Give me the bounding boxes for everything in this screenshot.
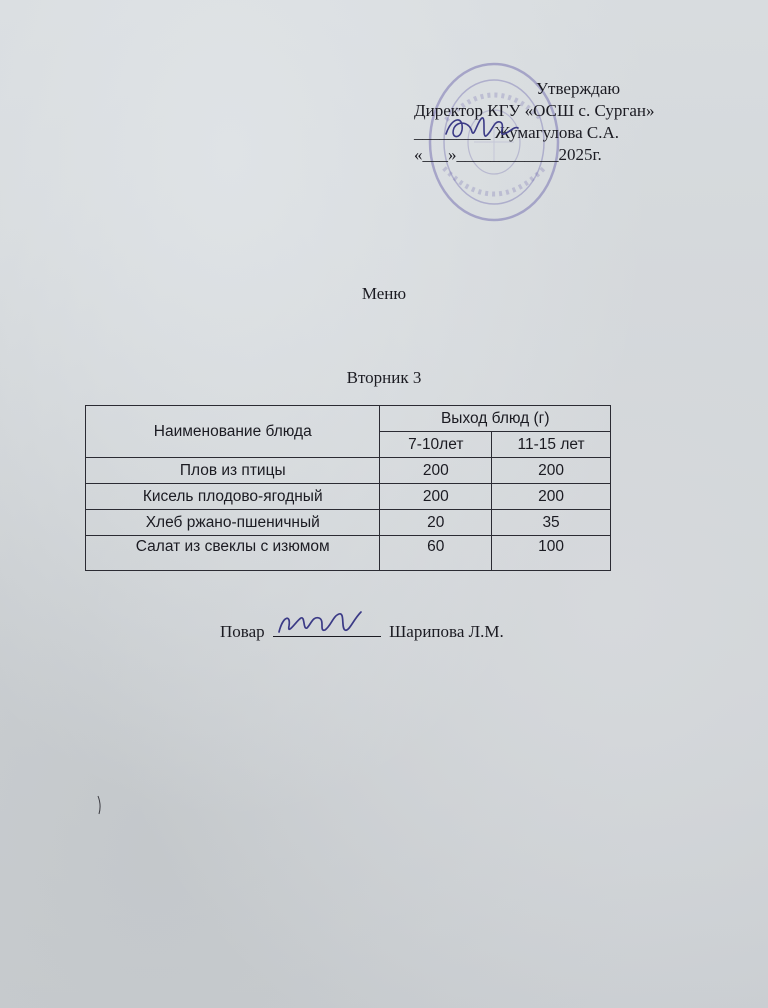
- document-title: Меню: [361, 284, 407, 303]
- approval-block: [414, 78, 744, 166]
- age-group-header: 11-15 лет: [492, 432, 611, 458]
- approval-word: Утверждаю: [536, 79, 621, 98]
- yield-cell: 60: [380, 536, 492, 571]
- approval-date-line: «___»____________2025г.: [414, 145, 602, 164]
- dish-name-cell: Кисель плодово-ягодный: [86, 484, 380, 510]
- cook-signature: [275, 606, 365, 640]
- age-group-header: 7-10лет: [380, 432, 492, 458]
- paper-mark: [96, 795, 102, 815]
- table-header-row: [86, 406, 611, 432]
- table-row: [86, 484, 611, 510]
- yield-cell: 200: [492, 484, 611, 510]
- dish-name-cell: Плов из птицы: [86, 458, 380, 484]
- director-signature-line: _________ Жумагулова С.А.: [414, 123, 620, 142]
- yield-cell: 100: [492, 536, 611, 571]
- yield-cell: 200: [492, 458, 611, 484]
- table-row: [86, 458, 611, 484]
- day-label: Вторник 3: [346, 368, 422, 387]
- yield-cell: 35: [492, 510, 611, 536]
- yield-cell: 200: [380, 484, 492, 510]
- yield-cell: 200: [380, 458, 492, 484]
- director-signature-row: [414, 122, 744, 144]
- menu-table: [85, 405, 611, 571]
- dish-name-cell: Хлеб ржано-пшеничный: [86, 510, 380, 536]
- director-signature: [442, 112, 522, 146]
- table-row: [86, 536, 611, 571]
- dish-name-header: Наименование блюда: [86, 406, 380, 458]
- cook-name: Шарипова Л.М.: [389, 622, 504, 641]
- yield-header: Выход блюд (г): [380, 406, 611, 432]
- cook-signature-blank: [273, 620, 381, 637]
- director-line: Директор КГУ «ОСШ с. Сурган»: [414, 101, 655, 120]
- table-row: [86, 510, 611, 536]
- yield-cell: 20: [380, 510, 492, 536]
- cook-signature-line: [220, 620, 504, 642]
- dish-name-cell: Салат из свеклы с изюмом: [86, 536, 380, 571]
- cook-label: Повар: [220, 622, 265, 641]
